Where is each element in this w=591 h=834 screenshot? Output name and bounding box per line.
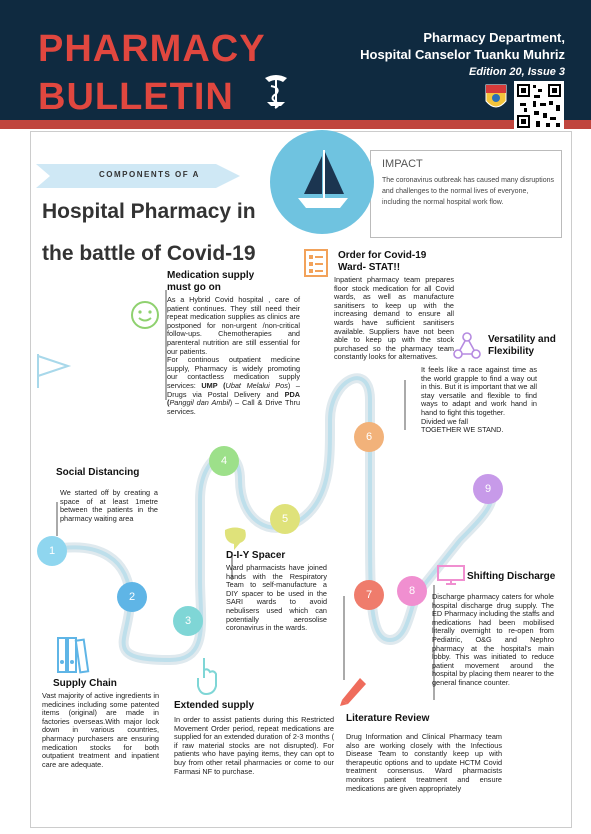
ump-expansion: Ubat Melalui Pos xyxy=(225,380,288,390)
medication-heading-line1: Medication supply xyxy=(167,270,255,281)
versatility-heading xyxy=(488,334,556,358)
timeline-node-1: 1 xyxy=(37,536,67,566)
ump-label: UMP ( xyxy=(201,380,226,390)
versatility-line3: TOGETHER WE STAND. xyxy=(421,425,504,435)
order-text: Inpatient pharmacy team prepares floor stock medication for all Covid wards, as well as manufacture sanitisers to keep up with the increasing demand to ensure all wards have sufficient sanitisers available. Suppliers have not been able to keep up with the stock purchased so the pharmacy team constantly looks for alternatives. xyxy=(334,275,454,362)
supply-text: Vast majority of active ingredients in medicines including some patented items (original) are made in factories overseas.With major lock down in various countries, pharmacy purchasers are ensuring medication stocks for both outpatient treatment and inpatient care are adequate. xyxy=(42,691,159,769)
medication-paragraph-2 xyxy=(167,356,300,416)
bulletin-title-line1: PHARMACY xyxy=(38,28,266,70)
timeline-node-9: 9 xyxy=(473,474,503,504)
shifting-text: Discharge pharmacy caters for whole hospital discharge drug supply. The ED Pharmacy including the staffs and medications had been mobilised literally overnight to re-open from Pediatric, O&G and Nephro pharmacy at the hospital's main lobby. This was initiated to reduce patient movement around the hospital by placing them nearer to the general finance counter. xyxy=(432,592,554,687)
order-heading xyxy=(338,250,426,274)
network-icon xyxy=(452,330,482,360)
timeline-node-5: 5 xyxy=(270,504,300,534)
binders-icon xyxy=(56,634,90,674)
literature-heading: Literature Review xyxy=(346,713,430,724)
speech-bubble-icon xyxy=(222,526,248,552)
diy-text: Ward pharmacists have joined hands with the Respiratory Team to self-manufacture a DIY spacer to be used in the SARI wards to avoid nebulisers used which can potentially aerosolise coronavirus in the wards. xyxy=(226,563,327,633)
timeline-node-4: 4 xyxy=(209,446,239,476)
versatility-text xyxy=(421,366,537,435)
supply-heading: Supply Chain xyxy=(53,678,117,689)
order-heading-line2: Ward- STAT!! xyxy=(338,262,401,273)
medication-text xyxy=(167,296,300,416)
versatility-line2: Divided we fall xyxy=(421,416,469,426)
distancing-text: We started off by creating a space of at least 1metre between the patients in the pharmacy waiting area xyxy=(60,488,158,523)
versatility-heading-line2: Flexibility xyxy=(488,346,535,357)
department-line2: Hospital Canselor Tuanku Muhriz xyxy=(360,47,565,62)
impact-heading: IMPACT xyxy=(382,158,423,170)
timeline-node-3: 3 xyxy=(173,606,203,636)
extended-text: In order to assist patients during this Restricted Movement Order period, repeat medications are supplied for an extended duration of 2-3 months ( if raw material stocks are not disrupted). For patients who have paying items, they can opt to buy from other retail pharmacies or come to our Farmasi NF to purchase. xyxy=(174,715,334,776)
main-title-line1: Hospital Pharmacy in xyxy=(42,200,256,223)
timeline-node-6: 6 xyxy=(354,422,384,452)
medication-heading xyxy=(167,270,254,294)
bulletin-title-line2: BULLETIN xyxy=(38,76,234,118)
hand-pointer-icon xyxy=(194,656,220,696)
versatility-heading-line1: Versatility and xyxy=(488,334,556,345)
main-title-line2: the battle of Covid-19 xyxy=(42,242,256,265)
checklist-icon xyxy=(301,248,331,278)
medication-p2-text: For continous outpatient medicine supply, Pharmacy is widely promoting our contactless medication supply services: xyxy=(167,355,300,390)
shifting-heading: Shifting Discharge xyxy=(467,571,556,582)
department-line1: Pharmacy Department, xyxy=(423,30,565,45)
extended-heading: Extended supply xyxy=(174,700,255,711)
timeline-node-7: 7 xyxy=(354,580,384,610)
literature-text: Drug Information and Clinical Pharmacy team also are working closely with the Infectious Disease Team to constantly keep up with therapeutic options and to update HCTM Covid treatment consensus. Ward pharmacists monitors patient treatment and ensure medications are given appropriately xyxy=(346,732,502,793)
pencil-icon xyxy=(336,672,370,706)
pda-expansion: Panggil dan Ambil xyxy=(169,398,230,408)
impact-text: The coronavirus outbreak has caused many disruptions and challenges to the normal lives of everyone, including the normal hospital work flow. xyxy=(382,177,554,206)
banner-text: COMPONENTS OF A xyxy=(99,170,200,179)
medication-paragraph-1: As a Hybrid Covid hospital , care of patient continues. They still need their repeat medication supplies as clinics are postponed for non-urgent /non-critical follow-ups. Chemotherapies and parenteral nutrition are still essential for our patients. xyxy=(167,295,300,356)
timeline-node-8: 8 xyxy=(397,576,427,606)
timeline-node-2: 2 xyxy=(117,582,147,612)
pda-label: PDA ( xyxy=(167,389,300,408)
medication-p2-mid: ) – Drugs via Postal Delivery and xyxy=(167,380,300,399)
smiley-icon xyxy=(130,300,160,330)
distancing-heading: Social Distancing xyxy=(56,467,140,478)
versatility-paragraph: It feels like a race against time as the world grapple to find a way out in this. But it is important that we all stay versatile and flexible to find ways to adapt and work hand in hand to fight this together. xyxy=(421,365,537,417)
diy-heading: D-I-Y Spacer xyxy=(226,550,286,561)
medication-p2-end: ) – Call & Drive Thru services. xyxy=(167,398,300,416)
medication-heading-line2: must go on xyxy=(167,282,221,293)
flag-icon xyxy=(34,350,74,390)
edition-label: Edition 20, Issue 3 xyxy=(469,66,565,78)
monitor-icon xyxy=(436,564,466,586)
order-heading-line1: Order for Covid-19 xyxy=(338,250,427,261)
